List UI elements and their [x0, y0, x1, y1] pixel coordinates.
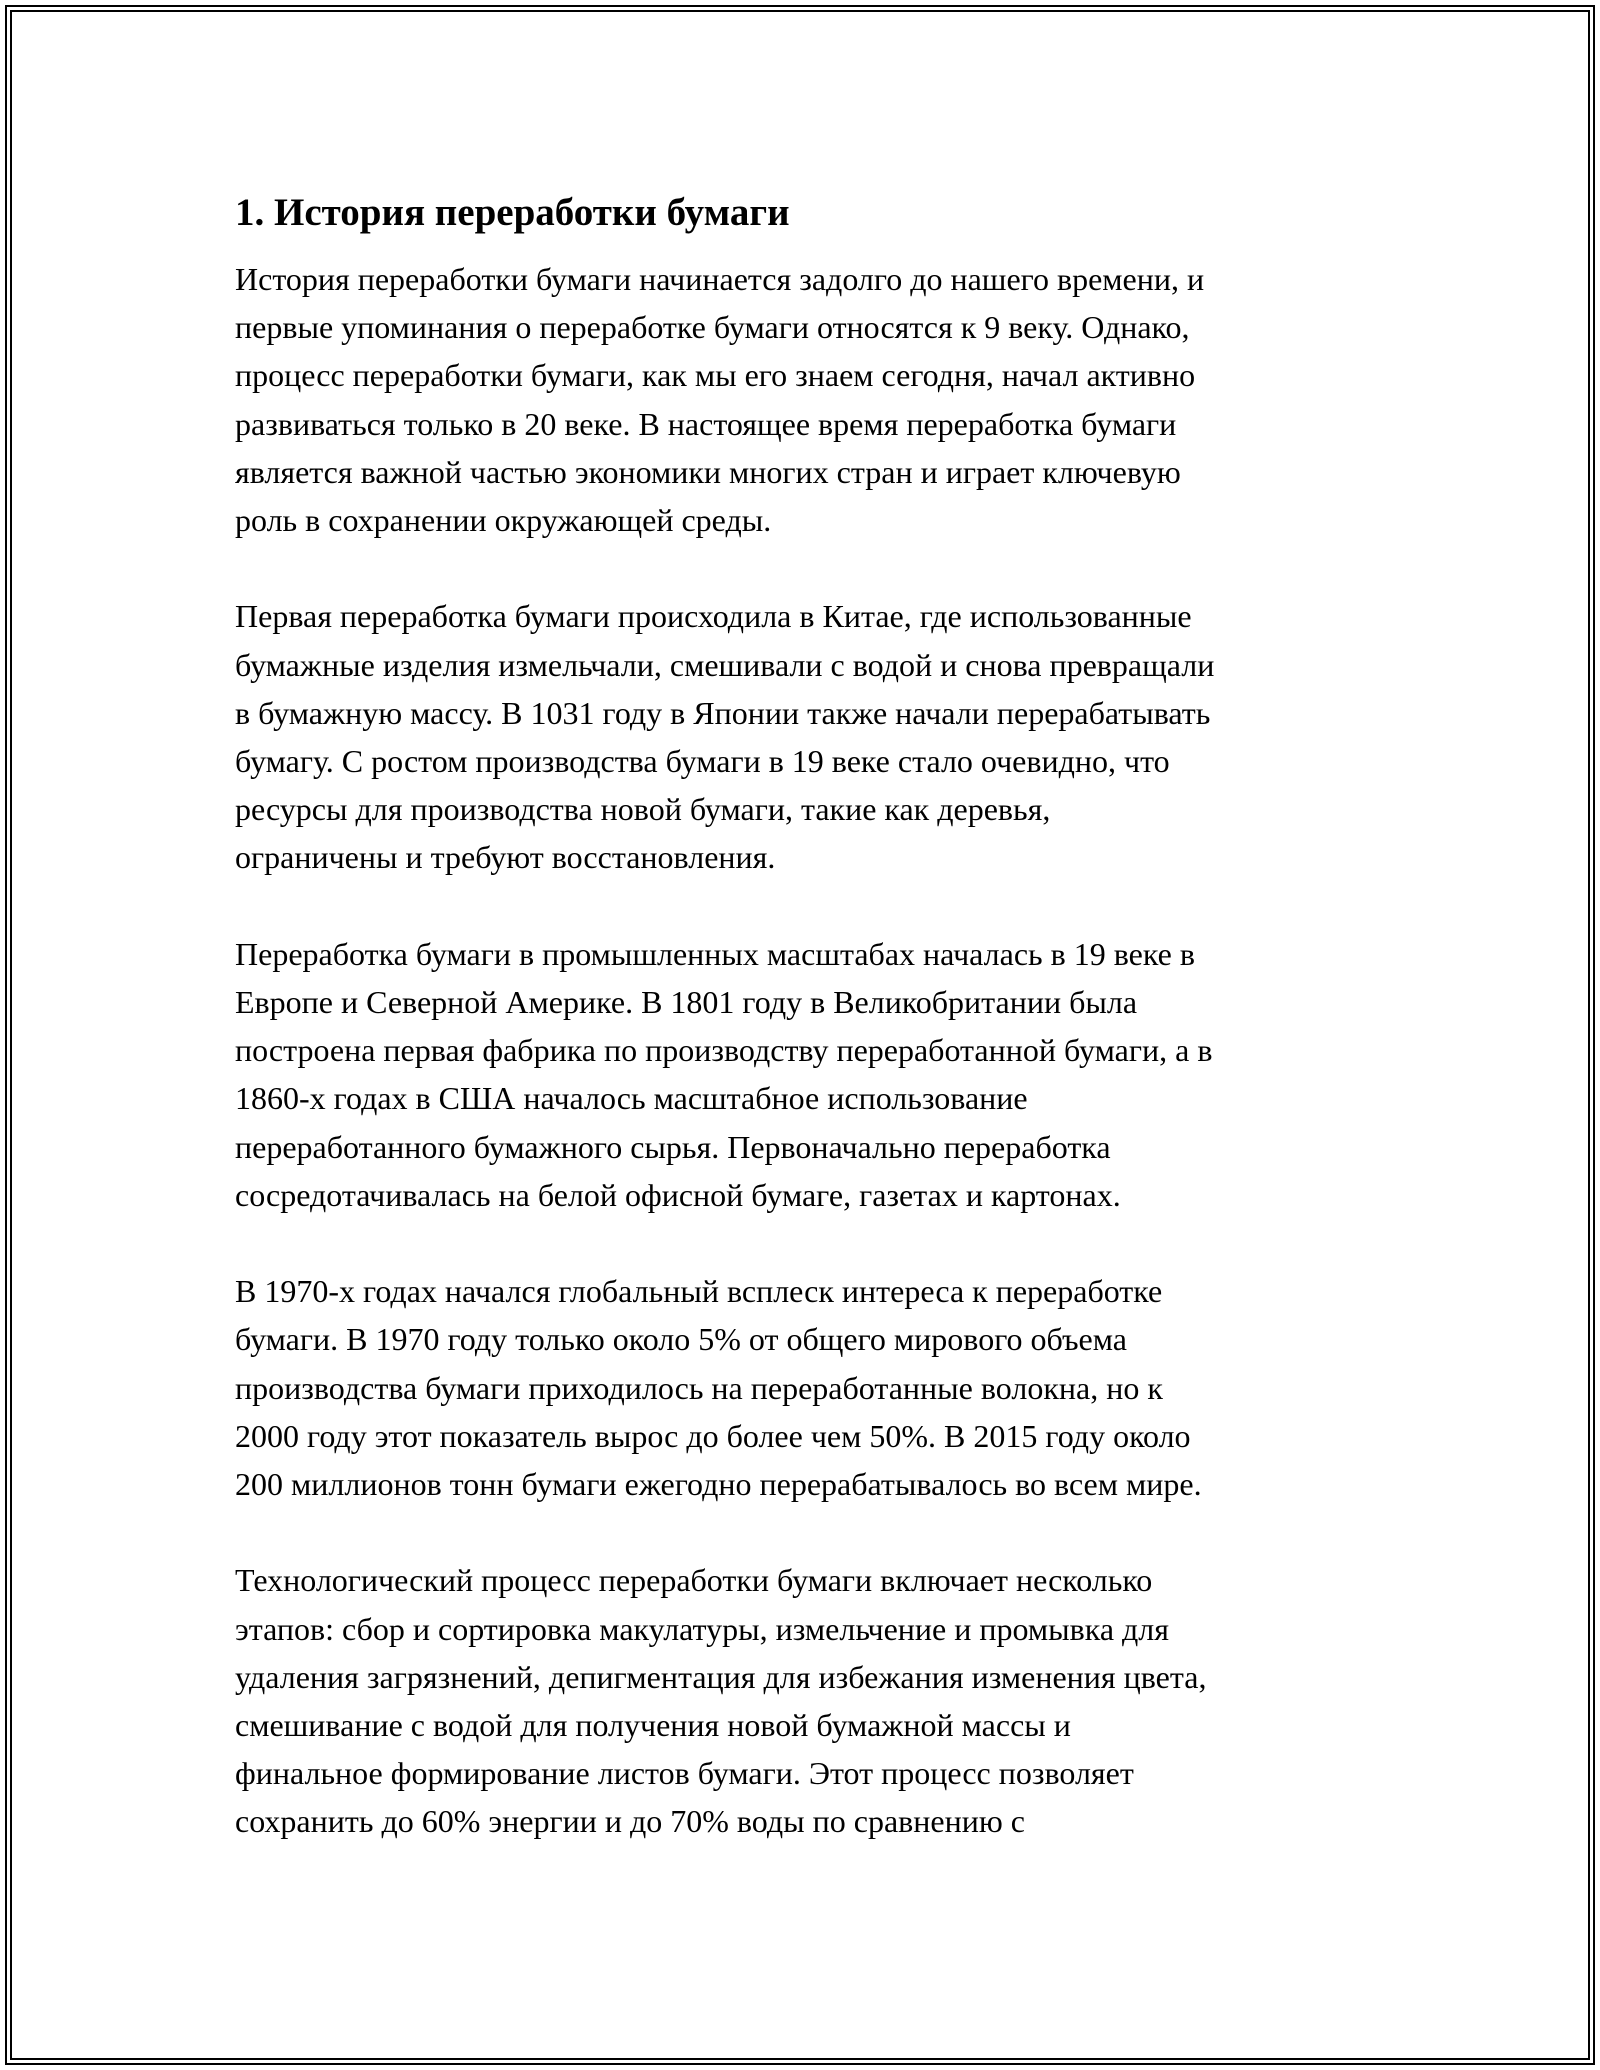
paragraph-line: сосредотачивалась на белой офисной бумаге, газетах и картонах.: [235, 1176, 1121, 1213]
paragraph-line: Переработка бумаги в промышленных масштабах началась в 19 веке в: [235, 935, 1195, 972]
paragraph-line: развиваться только в 20 веке. В настоящее время переработка бумаги: [235, 405, 1177, 442]
paragraph-line: построена первая фабрика по производству переработанной бумаги, а в: [235, 1032, 1213, 1069]
paragraph-4: [235, 1267, 1365, 1508]
paragraph-line: производства бумаги приходилось на переработанные волокна, но к: [235, 1369, 1163, 1406]
paragraph-line: в бумажную массу. В 1031 году в Японии также начали перерабатывать: [235, 694, 1211, 731]
paragraph-line: роль в сохранении окружающей среды.: [235, 502, 772, 539]
paragraph-line: бумагу. С ростом производства бумаги в 19 веке стало очевидно, что: [235, 743, 1170, 780]
page-content: [235, 185, 1365, 1894]
paragraph-line: первые упоминания о переработке бумаги относятся к 9 веку. Однако,: [235, 309, 1190, 346]
paragraph-line: 200 миллионов тонн бумаги ежегодно перерабатывалось во всем мире.: [235, 1466, 1202, 1503]
paragraph-line: Первая переработка бумаги происходила в Китае, где использованные: [235, 598, 1192, 635]
paragraph-line: процесс переработки бумаги, как мы его знаем сегодня, начал активно: [235, 357, 1196, 394]
paragraph-line: бумаги. В 1970 году только около 5% от общего мирового объема: [235, 1321, 1127, 1358]
paragraph-line: В 1970-х годах начался глобальный всплеск интереса к переработке: [235, 1273, 1163, 1310]
paragraph-line: переработанного бумажного сырья. Первоначально переработка: [235, 1128, 1111, 1165]
paragraph-line: Европе и Северной Америке. В 1801 году в Великобритании была: [235, 984, 1138, 1021]
paragraph-line: финальное формирование листов бумаги. Этот процесс позволяет: [235, 1755, 1134, 1792]
paragraph-line: удаления загрязнений, депигментация для избежания изменения цвета,: [235, 1658, 1207, 1695]
paragraph-2: [235, 592, 1365, 881]
paragraph-line: этапов: сбор и сортировка макулатуры, измельчение и промывка для: [235, 1610, 1169, 1647]
paragraph-3: [235, 930, 1365, 1219]
section-heading: 1. История переработки бумаги: [235, 191, 790, 234]
paragraph-line: бумажные изделия измельчали, смешивали с водой и снова превращали: [235, 646, 1215, 683]
paragraph-line: ресурсы для производства новой бумаги, такие как деревья,: [235, 791, 1051, 828]
paragraph-line: является важной частью экономики многих стран и играет ключевую: [235, 453, 1181, 490]
paragraph-line: сохранить до 60% энергии и до 70% воды по сравнению с: [235, 1803, 1025, 1840]
paragraph-line: 2000 году этот показатель вырос до более чем 50%. В 2015 году около: [235, 1417, 1191, 1454]
paragraph-line: История переработки бумаги начинается задолго до нашего времени, и: [235, 261, 1205, 297]
paragraph-5: [235, 1556, 1365, 1845]
paragraph-line: смешивание с водой для получения новой бумажной массы и: [235, 1707, 1071, 1744]
paragraph-line: ограничены и требуют восстановления.: [235, 839, 776, 876]
paragraph-1: [235, 255, 1365, 544]
paragraph-line: Технологический процесс переработки бумаги включает несколько: [235, 1562, 1153, 1599]
paragraph-line: 1860-х годах в США началось масштабное использование: [235, 1080, 1028, 1117]
